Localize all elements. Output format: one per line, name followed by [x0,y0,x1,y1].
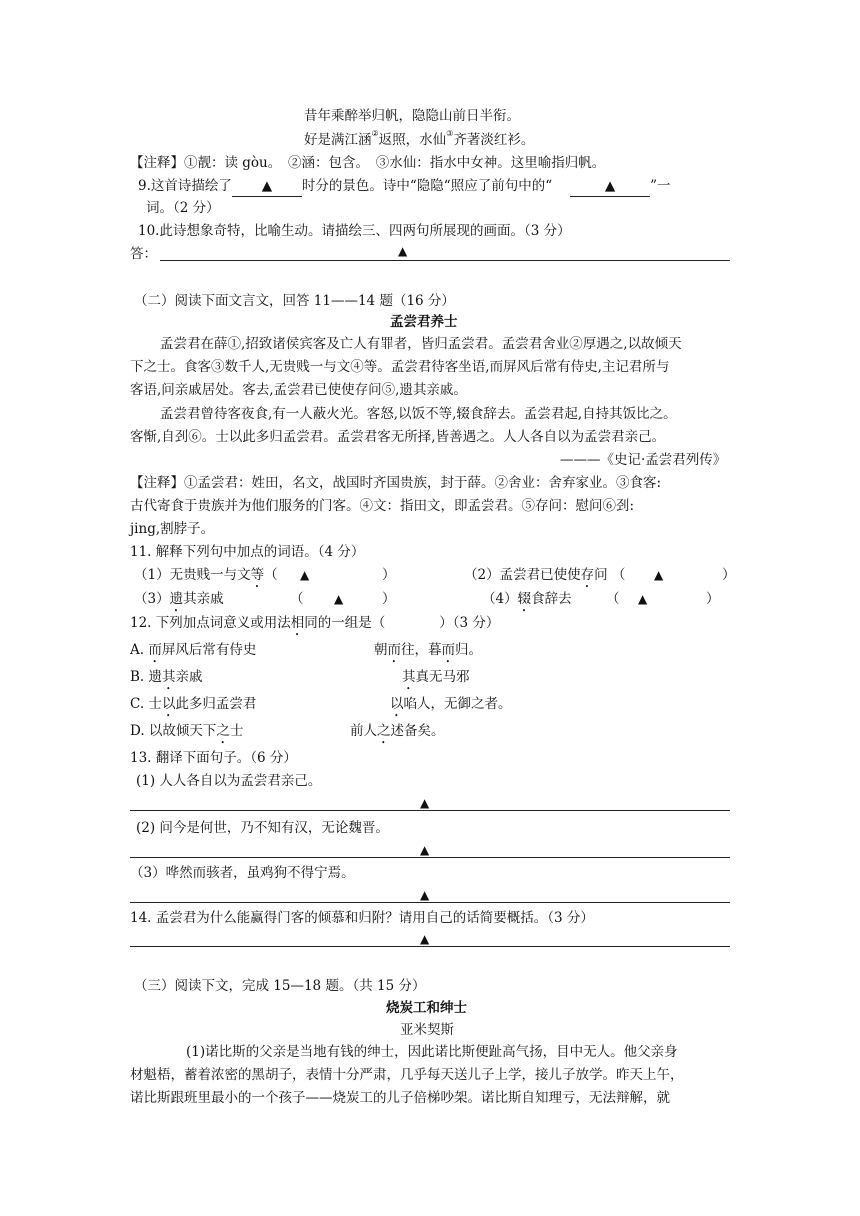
answer-line[interactable] [160,260,730,261]
q13-sentence-1: (1) 人人各自以为孟尝君亲己。 [136,773,322,789]
answer-label: 答： [130,246,157,262]
passage-line: (1)诺比斯的父亲是当地有钱的绅士，因此诺比斯便趾高气扬，目中无人。他父亲身 [186,1044,678,1060]
passage-line: 下之士。食客③数千人,无贵贱一与文④等。孟尝君待客坐语,而屏风后常有侍史,主记君所与 [130,359,670,375]
bracket-open: （ [290,591,304,607]
passage-note: 【注释】①孟尝君：姓田，名文，战国时齐国贵族，封于薛。②舍业：舍弃家业。③食客: [130,475,662,491]
section-2-heading: （二）阅读下面文言文，回答 11——14 题（16 分） [134,293,455,309]
answer-blank[interactable]: ▲ [570,176,650,197]
passage-line: 客语,问亲戚居处。客去,孟尝君已使使存问⑤,遗其亲戚。 [130,382,467,398]
passage-source: ———《史记·孟尝君列传》 [560,452,727,468]
answer-marker[interactable]: ▲ [638,592,648,606]
option-c-left: C. 士以此多归孟尝君 [130,696,257,712]
answer-blank[interactable]: ▲ [232,176,302,197]
option-a-left: A. 而屏风后常有侍史 [130,642,257,658]
answer-marker: ▲ [420,932,430,946]
option-b-left: B. 遗其亲戚 [130,669,203,685]
bracket-open: （ [606,591,620,607]
question-11: 11. 解释下列句中加点的词语。（4 分） [130,544,365,560]
q13-sentence-2: (2) 问今是何世，乃不知有汉，无论魏晋。 [136,820,389,836]
passage-title: 孟尝君养士 [390,314,458,330]
passage-note: jing,割脖子。 [130,521,215,537]
passage-line: 材魁梧，蓄着浓密的黑胡子，表情十分严肃，几乎每天送儿子上学，接儿子放学。昨天上午， [130,1067,684,1083]
answer-marker: ▲ [420,888,430,902]
option-a-right: 朝而往，暮而归。 [374,642,482,658]
bracket-close: ） [382,567,396,583]
poem-note: 【注释】①靓：读 gòu。 ②涵：包含。 ③水仙：指水中女神。这里喻指归帆。 [130,155,606,171]
q11-item-4: （4）辍食辞去 [482,591,572,607]
passage-line: 孟尝君在薛①,招致诸侯宾客及亡人有罪者，皆归孟尝君。孟尝君舍业②厚遇之,以故倾天 [160,336,682,352]
passage-line: 孟尝君曾待客夜食,有一人蔽火光。客怒,以饭不等,辍食辞去。孟尝君起,自持其饭比之。 [160,406,677,422]
option-d-right: 前人之述备矣。 [350,723,445,739]
passage-line: 客惭,自刭⑥。士以此多归孟尝君。孟尝君客无所择,皆善遇之。人人各自以为孟尝君亲己。 [130,429,666,445]
question-9: 9.这首诗描绘了 ▲ 时分的景色。诗中“隐隐“照应了前句中的“ ▲ ”一 [138,176,671,197]
answer-marker[interactable]: ▲ [654,568,664,582]
passage-line: 诺比斯跟班里最小的一个孩子——烧炭工的儿子倍梯吵架。诺比斯自知理亏，无法辩解，就 [130,1090,670,1106]
poem-line-4: 好是满江涵②返照，水仙③齐著淡红衫。 [304,129,535,148]
bracket-close: ） [706,591,720,607]
bracket-close: ） [722,567,736,583]
poem-line-3: 昔年乘醉举归帆，隐隐山前日半衔。 [304,108,520,124]
answer-line[interactable] [130,857,730,858]
q11-item-2: （2）孟尝君已使使存问 （ [464,567,626,583]
option-b-right: 其真无马邪 [402,669,470,685]
answer-marker: ▲ [420,843,430,857]
question-14: 14. 孟尝君为什么能赢得门客的倾慕和归附？请用自己的话简要概括。（3 分） [130,910,594,926]
answer-line[interactable] [130,810,730,811]
question-12: 12. 下列加点词意义或用法相同的一组是（ ）（3 分） [130,615,500,631]
option-d-left: D. 以故倾天下之士 [130,723,244,739]
section-3-heading: （三）阅读下文，完成 15—18 题。（共 15 分） [134,978,426,994]
option-c-right: 以啗人，无御之者。 [390,696,512,712]
q11-item-1: （1）无贵贱一与文等（ [134,567,278,583]
q13-sentence-3: （3）哗然而骇者，虽鸡狗不得宁焉。 [130,865,355,881]
passage-note: 古代寄食于贵族并为他们服务的门客。④文：指田文，即孟尝君。⑤存问：慰问⑥刭: [130,498,635,514]
question-10: 10.此诗想象奇特，比喻生动。请描绘三、四两句所展现的画面。（3 分） [138,223,571,239]
answer-marker[interactable]: ▲ [300,568,310,582]
passage-author: 亚米契斯 [400,1022,454,1038]
answer-line[interactable] [130,902,730,903]
answer-marker: ▲ [398,244,408,258]
question-13: 13. 翻译下面句子。（6 分） [130,750,297,766]
bracket-close: ） [382,591,396,607]
answer-marker: ▲ [420,796,430,810]
passage-title: 烧炭工和绅士 [386,1000,467,1016]
answer-line[interactable] [130,946,730,947]
question-9-cont: 词。（2 分） [146,200,220,216]
answer-marker[interactable]: ▲ [334,592,344,606]
q11-item-3: （3）遗其亲戚 [134,591,224,607]
